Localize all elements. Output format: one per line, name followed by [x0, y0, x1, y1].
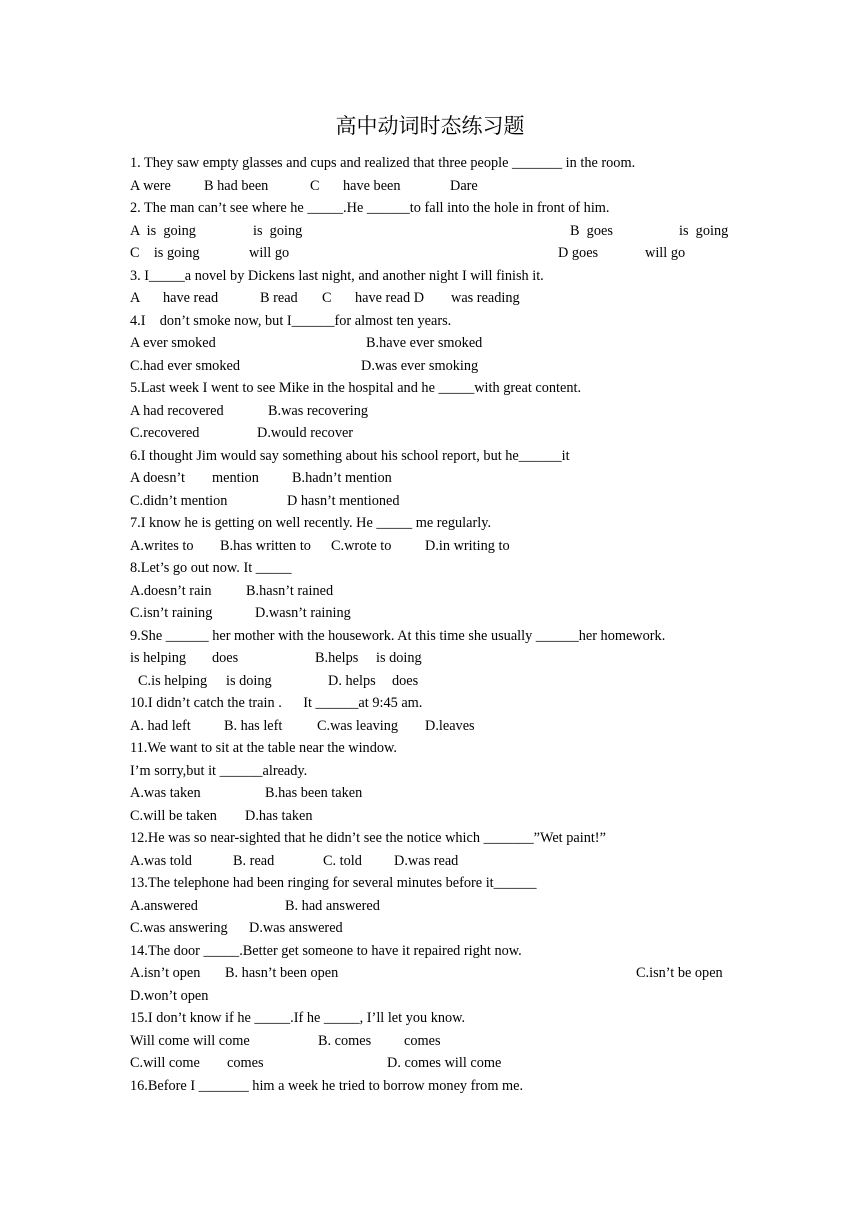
options-row: [130, 220, 732, 243]
question-stem: [130, 737, 732, 760]
options-row: [130, 1052, 732, 1075]
option-text: C: [310, 177, 320, 194]
question-stem: [130, 197, 732, 220]
option-text: will go: [645, 245, 686, 261]
options-row: [130, 985, 732, 1008]
option-text: C.will be taken: [130, 807, 217, 824]
option-text: D hasn’t mentioned: [287, 492, 400, 509]
option-text: C is going: [130, 245, 200, 261]
option-text: B.has written to: [220, 537, 311, 554]
option-text: A.was told: [130, 852, 192, 869]
option-text: D.has taken: [245, 807, 313, 824]
question-stem: [130, 940, 732, 963]
option-text: mention: [212, 470, 259, 486]
option-text: C.isn’t raining: [130, 605, 213, 621]
option-text: does: [392, 672, 419, 689]
option-text: C.didn’t mention: [130, 492, 228, 509]
stem-text: 10.I didn’t catch the train . It ______at 9:45 am.: [130, 695, 423, 711]
options-row: [130, 422, 732, 445]
option-text: A doesn’t: [130, 470, 185, 486]
question-stem: [130, 445, 732, 468]
option-text: B. hasn’t been open: [225, 965, 339, 981]
question-stem: [130, 557, 732, 580]
question-stem: [130, 1007, 732, 1030]
option-text: A.doesn’t rain: [130, 582, 212, 599]
options-row: [130, 850, 732, 873]
question-stem: [130, 152, 732, 175]
option-text: will go: [249, 245, 290, 261]
question-list: [130, 152, 732, 1097]
option-text: D.wasn’t raining: [255, 605, 351, 621]
options-row: [130, 962, 732, 985]
option-text: D.was answered: [249, 920, 343, 936]
stem-text: 1. They saw empty glasses and cups and realized that three people _______ in the room.: [130, 155, 636, 171]
stem-text: 16.Before I _______ him a week he tried to borrow money from me.: [130, 1077, 524, 1094]
stem-text: 9.She ______ her mother with the housework. At this time she usually ______her homework.: [130, 627, 666, 644]
option-text: C.recovered: [130, 425, 200, 441]
options-row: [130, 805, 732, 828]
stem-text: 8.Let’s go out now. It _____: [130, 560, 292, 576]
option-text: B.helps: [315, 650, 359, 666]
question-stem: [130, 827, 732, 850]
option-text: B.was recovering: [268, 402, 369, 419]
option-text: A.writes to: [130, 537, 194, 554]
option-text: B. has left: [224, 717, 283, 734]
options-row: [130, 490, 732, 513]
option-text: comes: [404, 1032, 441, 1049]
option-text: have read: [163, 290, 219, 306]
option-text: C.had ever smoked: [130, 357, 240, 374]
options-row: [130, 760, 732, 783]
question-stem: [130, 512, 732, 535]
options-row: [130, 602, 732, 625]
option-text: have been: [343, 177, 401, 194]
question-stem: [130, 692, 732, 715]
options-row: [130, 647, 732, 670]
option-text: D.won’t open: [130, 987, 209, 1004]
option-text: D.was read: [394, 852, 459, 869]
option-text: B. comes: [318, 1032, 372, 1049]
option-text: is helping: [130, 650, 186, 666]
option-text: B had been: [204, 177, 269, 194]
option-text: A ever smoked: [130, 335, 216, 351]
options-row: [130, 467, 732, 490]
option-text: A.was taken: [130, 785, 201, 801]
options-row: [130, 400, 732, 423]
option-text: D goes: [558, 245, 599, 261]
option-text: B.has been taken: [265, 785, 363, 801]
option-text: A were: [130, 177, 171, 194]
option-text: D.would recover: [257, 425, 354, 441]
options-row: [130, 242, 732, 265]
option-text: C.isn’t be open: [636, 965, 723, 981]
option-text: B.hadn’t mention: [292, 470, 392, 486]
question-stem: [130, 265, 732, 288]
option-text: D.in writing to: [425, 537, 510, 554]
stem-text: 4.I don’t smoke now, but I______for almost ten years.: [130, 312, 452, 329]
options-row: [130, 175, 732, 198]
option-text: C.was leaving: [317, 717, 398, 734]
option-text: A. had left: [130, 717, 191, 734]
stem-text: 15.I don’t know if he _____.If he _____, I’ll let you know.: [130, 1010, 466, 1026]
options-row: [130, 1030, 732, 1053]
option-text: C.is helping: [138, 672, 208, 689]
option-text: D. helps: [328, 672, 376, 689]
options-row: [130, 535, 732, 558]
option-text: D. comes will come: [387, 1055, 502, 1071]
question-stem: [130, 1075, 732, 1098]
stem-text: 5.Last week I went to see Mike in the hospital and he _____with great content.: [130, 380, 582, 396]
options-row: [130, 355, 732, 378]
stem-text: 12.He was so near-sighted that he didn’t see the notice which _______”Wet paint!”: [130, 830, 606, 846]
options-row: [130, 332, 732, 355]
option-text: Will come will come: [130, 1032, 250, 1049]
options-row: [130, 580, 732, 603]
option-text: A had recovered: [130, 402, 224, 419]
options-row: [130, 917, 732, 940]
option-text: D.was ever smoking: [361, 357, 479, 374]
stem-text: 7.I know he is getting on well recently. He _____ me regularly.: [130, 515, 492, 531]
option-text: C: [322, 290, 332, 306]
stem-text: 3. I_____a novel by Dickens last night, and another night I will finish it.: [130, 267, 544, 284]
stem-text: 11.We want to sit at the table near the window.: [130, 740, 397, 756]
option-text: have read D: [355, 290, 425, 306]
stem-text: 6.I thought Jim would say something about his school report, but he______it: [130, 447, 570, 464]
option-text: C. told: [323, 852, 362, 869]
option-text: C.wrote to: [331, 537, 392, 554]
option-text: does: [212, 650, 239, 666]
stem-text: 13.The telephone had been ringing for several minutes before it______: [130, 875, 537, 891]
option-text: C.will come: [130, 1055, 200, 1071]
option-text: was reading: [451, 290, 520, 306]
question-stem: [130, 625, 732, 648]
option-text: B goes: [570, 222, 613, 239]
option-text: A.answered: [130, 897, 198, 914]
question-stem: [130, 310, 732, 333]
option-text: B read: [260, 290, 298, 306]
option-text: A.isn’t open: [130, 965, 201, 981]
option-text: B. had answered: [285, 897, 380, 914]
page-title: 高中动词时态练习题: [335, 114, 525, 138]
options-row: [130, 895, 732, 918]
options-row: [130, 287, 732, 310]
option-text: is going: [253, 222, 303, 239]
question-stem: [130, 872, 732, 895]
option-text: D.leaves: [425, 717, 475, 734]
option-text: is going: [679, 222, 729, 239]
option-text: Dare: [450, 177, 478, 194]
option-text: B.hasn’t rained: [246, 582, 334, 599]
stem-text: 14.The door _____.Better get someone to have it repaired right now.: [130, 942, 522, 959]
question-stem: [130, 377, 732, 400]
option-text: is doing: [376, 650, 422, 666]
option-text: A: [130, 290, 141, 306]
stem-text: 2. The man can’t see where he _____.He ______to fall into the hole in front of him.: [130, 200, 610, 216]
options-row: [130, 715, 732, 738]
option-text: A is going: [130, 222, 196, 239]
option-text: C.was answering: [130, 920, 228, 936]
option-text: I’m sorry,but it ______already.: [130, 762, 308, 779]
option-text: comes: [227, 1055, 264, 1071]
options-row: [130, 670, 732, 693]
option-text: is doing: [226, 672, 272, 689]
option-text: B. read: [233, 852, 275, 869]
option-text: B.have ever smoked: [366, 335, 483, 351]
options-row: [130, 782, 732, 805]
